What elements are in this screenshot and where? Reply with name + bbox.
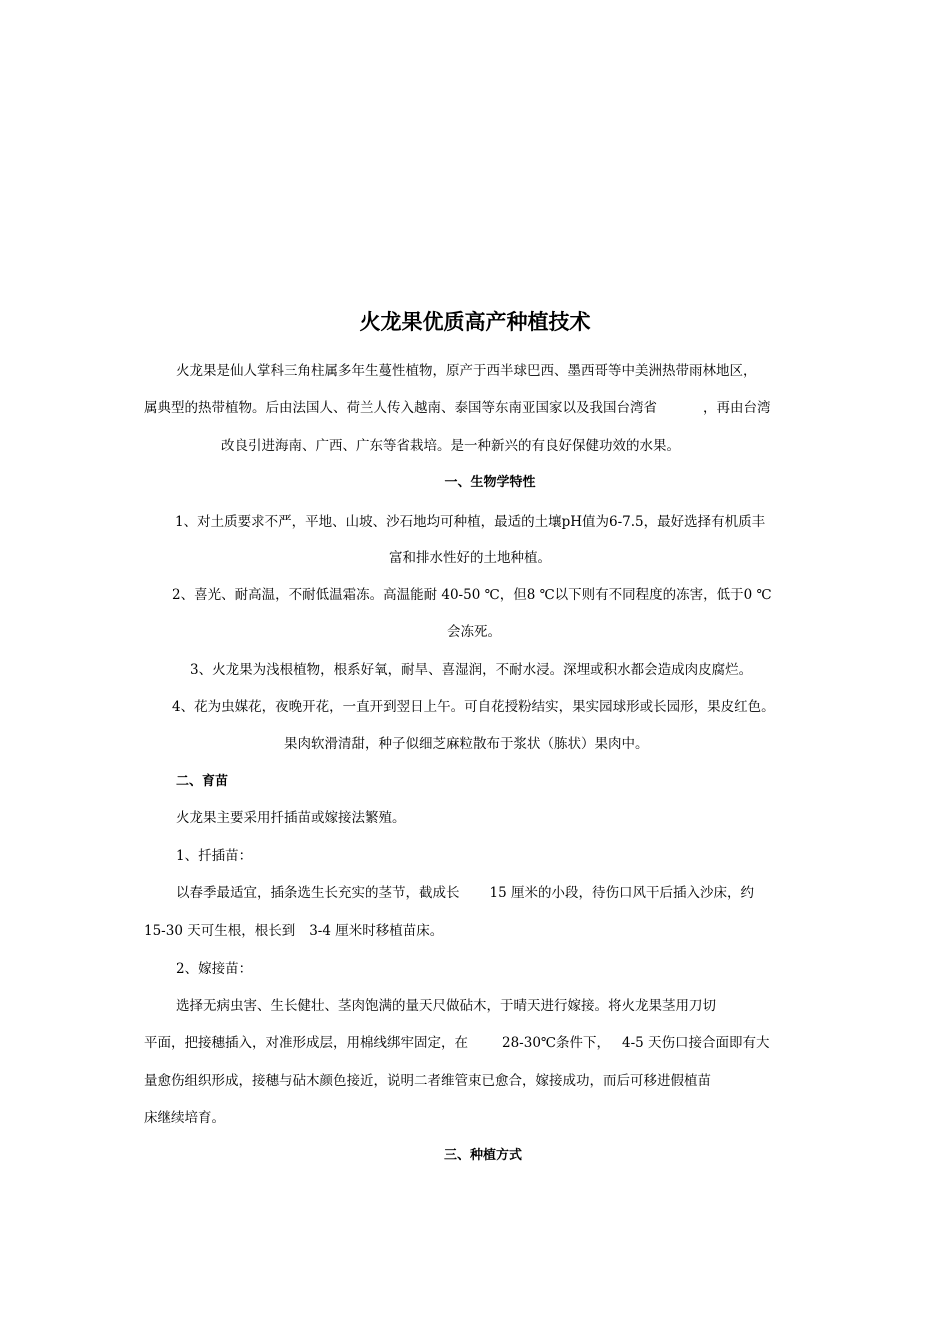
s2-cuttings-line-2-part-b: 3-4 厘米时移植苗床。 <box>309 923 444 939</box>
s2-cuttings-line-1 <box>176 883 754 903</box>
intro-line-3: 改良引进海南、广西、广东等省栽培。是一种新兴的有良好保健功效的水果。 <box>221 438 680 454</box>
s2-subheading-grafting: 2、嫁接苗： <box>176 961 253 977</box>
s2-cuttings-line-2 <box>144 921 443 941</box>
intro-line-2 <box>144 398 771 418</box>
s2-cuttings-line-1-part-b: 15 厘米的小段，待伤口风干后插入沙床，约 <box>489 885 754 901</box>
s1-item-1-line-2: 富和排水性好的土地种植。 <box>389 550 551 566</box>
s2-subheading-cuttings: 1、扦插苗： <box>176 848 253 864</box>
s2-grafting-line-3: 量愈伤组织形成，接穗与砧木颜色接近，说明二者维管束已愈合，嫁接成功，而后可移进假植苗 <box>144 1073 711 1089</box>
s2-grafting-line-2 <box>144 1033 770 1053</box>
s1-item-2-line-2: 会冻死。 <box>447 624 501 640</box>
s2-grafting-line-2-part-c: 4-5 天伤口接合面即有大 <box>622 1035 770 1051</box>
s2-grafting-line-2-part-b: 28-30℃条件下， <box>502 1035 611 1051</box>
section-3-heading: 三、种植方式 <box>443 1148 522 1163</box>
s2-grafting-line-1: 选择无病虫害、生长健壮、茎肉饱满的量天尺做砧木，于晴天进行嫁接。将火龙果茎用刀切 <box>176 998 716 1014</box>
s1-item-4-line-1: 4、花为虫媒花，夜晚开花，一直开到翌日上午。可自花授粉结实，果实园球形或长园形，果皮红色。 <box>172 699 775 715</box>
s2-cuttings-line-2-part-a: 15-30 天可生根，根长到 <box>144 923 296 939</box>
s2-grafting-line-4: 床继续培育。 <box>144 1110 225 1126</box>
intro-line-1: 火龙果是仙人掌科三角柱属多年生蔓性植物，原产于西半球巴西、墨西哥等中美洲热带雨林地区， <box>176 363 757 379</box>
s2-grafting-line-2-part-a: 平面，把接穗插入，对准形成层，用棉线绑牢固定，在 <box>144 1035 468 1051</box>
s2-intro: 火龙果主要采用扦插苗或嫁接法繁殖。 <box>176 810 406 826</box>
s1-item-2-line-1: 2、喜光、耐高温，不耐低温霜冻。高温能耐 40-50 ℃，但8 ℃以下则有不同程度的冻害，低于0 ℃ <box>172 587 772 603</box>
s1-item-4-line-2: 果肉软滑清甜，种子似细芝麻粒散布于浆状（胨状）果肉中。 <box>284 736 649 752</box>
s1-item-1-line-1: 1、对土质要求不严，平地、山坡、沙石地均可种植，最适的土壤pH值为6-7.5，最好选择有机质丰 <box>175 514 766 530</box>
section-1-heading: 一、生物学特性 <box>444 475 536 490</box>
document-title: 火龙果优质高产种植技术 <box>359 310 591 334</box>
s1-item-3: 3、火龙果为浅根植物，根系好氧，耐旱、喜湿润，不耐水浸。深埋或积水都会造成肉皮腐烂。 <box>190 662 753 678</box>
section-2-heading: 二、育苗 <box>176 774 229 789</box>
intro-line-2-part-b: ，再由台湾 <box>703 400 771 416</box>
s2-cuttings-line-1-part-a: 以春季最适宜，插条选生长充实的茎节，截成长 <box>176 885 460 901</box>
intro-line-2-part-a: 属典型的热带植物。后由法国人、荷兰人传入越南、泰国等东南亚国家以及我国台湾省 <box>144 400 657 416</box>
